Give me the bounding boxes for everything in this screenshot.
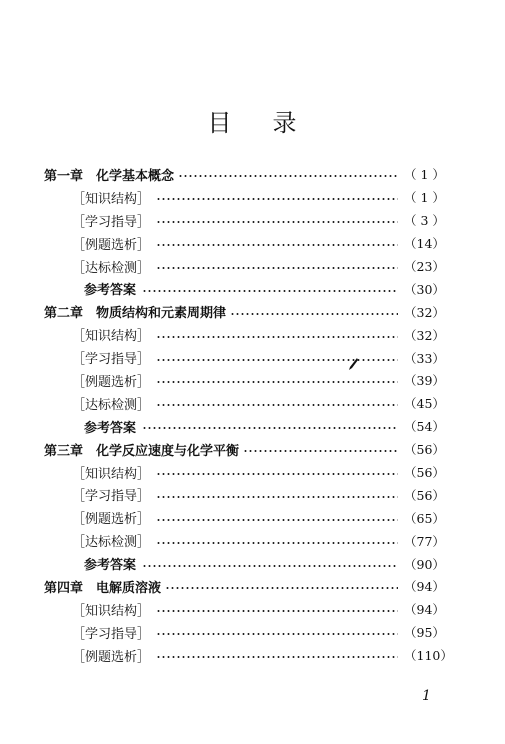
- toc-entry-page: （77）: [404, 533, 445, 549]
- dot-leader: [156, 198, 398, 200]
- toc-entry-page: （65）: [404, 510, 445, 526]
- toc-section-entry: [44, 323, 444, 346]
- pen-mark-icon: [347, 357, 359, 371]
- toc-entry-label: ［学习指导］: [72, 626, 151, 642]
- dot-leader: [156, 473, 398, 475]
- toc-entry-label: ［例题选析］: [72, 237, 151, 253]
- dot-leader: [156, 496, 398, 498]
- toc-entry-page: （94）: [404, 579, 445, 595]
- dot-leader: [156, 244, 398, 246]
- dot-leader: [156, 381, 398, 383]
- toc-entry-label: 第三章 化学反应速度与化学平衡: [44, 443, 240, 459]
- toc-entry-label: ［知识结构］: [72, 191, 151, 207]
- dot-leader: [230, 313, 398, 315]
- toc-entry-page: （45）: [404, 396, 445, 412]
- toc-entry-label: 第一章 化学基本概念: [44, 168, 175, 184]
- toc-section-entry: [44, 232, 444, 255]
- dot-leader: [156, 221, 398, 223]
- toc-entry-page: （33）: [404, 350, 445, 366]
- toc-section-entry: [44, 506, 444, 529]
- toc-entry-label: 参考答案: [84, 558, 137, 574]
- toc-entry-label: ［达标检测］: [72, 397, 151, 413]
- toc-entry-label: ［达标检测］: [72, 260, 151, 276]
- toc-entry-label: ［例题选析］: [72, 512, 151, 528]
- dot-leader: [156, 610, 398, 612]
- toc-chapter-entry: [44, 575, 444, 598]
- toc-entry-label: ［学习指导］: [72, 214, 151, 230]
- toc-section-entry: [44, 644, 453, 667]
- toc-section-entry: [44, 461, 444, 484]
- toc-entry-label: ［学习指导］: [72, 352, 151, 368]
- toc-entry-label: ［知识结构］: [72, 466, 151, 482]
- toc-entry-page: （ 1 ）: [404, 190, 445, 206]
- toc-chapter-entry: [44, 300, 444, 323]
- dot-leader: [142, 565, 398, 567]
- toc-entry-page: （56）: [404, 442, 445, 458]
- toc-section-entry: [44, 346, 444, 369]
- toc-entry-label: 第四章 电解质溶液: [44, 580, 162, 596]
- toc-entry-page: （ 3 ）: [404, 213, 445, 229]
- dot-leader: [156, 404, 398, 406]
- table-of-contents: [44, 163, 453, 667]
- toc-section-entry: [44, 186, 444, 209]
- toc-answers-entry: [44, 552, 444, 575]
- toc-section-entry: [44, 209, 444, 232]
- toc-chapter-entry: [44, 438, 444, 461]
- page-number: 1: [422, 688, 431, 704]
- page-title: [0, 103, 505, 138]
- dot-leader: [156, 519, 398, 521]
- toc-entry-page: （30）: [404, 281, 445, 297]
- toc-entry-page: （ 1 ）: [404, 167, 445, 183]
- toc-entry-page: （90）: [404, 556, 445, 572]
- dot-leader: [156, 359, 398, 361]
- dot-leader: [243, 450, 398, 452]
- toc-entry-label: ［知识结构］: [72, 603, 151, 619]
- toc-entry-page: （32）: [404, 327, 445, 343]
- toc-entry-page: （32）: [404, 304, 445, 320]
- toc-section-entry: [44, 483, 444, 506]
- toc-answers-entry: [44, 277, 444, 300]
- toc-entry-page: （14）: [404, 236, 445, 252]
- dot-leader: [156, 542, 398, 544]
- toc-section-entry: [44, 621, 444, 644]
- toc-entry-page: （39）: [404, 373, 445, 389]
- toc-section-entry: [44, 529, 444, 552]
- toc-section-entry: [44, 255, 444, 278]
- dot-leader: [142, 427, 398, 429]
- toc-entry-page: （56）: [404, 487, 445, 503]
- toc-entry-label: ［例题选析］: [72, 374, 151, 390]
- dot-leader: [178, 175, 398, 177]
- toc-entry-label: ［知识结构］: [72, 329, 151, 345]
- toc-answers-entry: [44, 415, 444, 438]
- dot-leader: [156, 336, 398, 338]
- toc-entry-label: ［达标检测］: [72, 535, 151, 551]
- title-char-2: 录: [272, 109, 298, 137]
- dot-leader: [156, 633, 398, 635]
- toc-entry-page: （95）: [404, 625, 445, 641]
- toc-chapter-entry: [44, 163, 444, 186]
- toc-entry-label: 参考答案: [84, 420, 137, 436]
- title-char-1: 目: [207, 109, 233, 137]
- dot-leader: [165, 587, 398, 589]
- toc-entry-page: （54）: [404, 419, 445, 435]
- toc-section-entry: [44, 369, 444, 392]
- toc-entry-label: ［例题选析］: [72, 649, 151, 665]
- dot-leader: [142, 290, 398, 292]
- dot-leader: [156, 267, 398, 269]
- toc-entry-page: （94）: [404, 602, 445, 618]
- toc-entry-label: 参考答案: [84, 283, 137, 299]
- dot-leader: [156, 656, 398, 658]
- toc-entry-page: （23）: [404, 259, 445, 274]
- toc-entry-label: ［学习指导］: [72, 489, 151, 505]
- toc-entry-label: 第二章 物质结构和元素周期律: [44, 306, 227, 322]
- toc-section-entry: [44, 598, 444, 621]
- toc-section-entry: [44, 392, 444, 415]
- toc-entry-page: （110）: [404, 648, 453, 664]
- toc-entry-page: （56）: [404, 465, 445, 481]
